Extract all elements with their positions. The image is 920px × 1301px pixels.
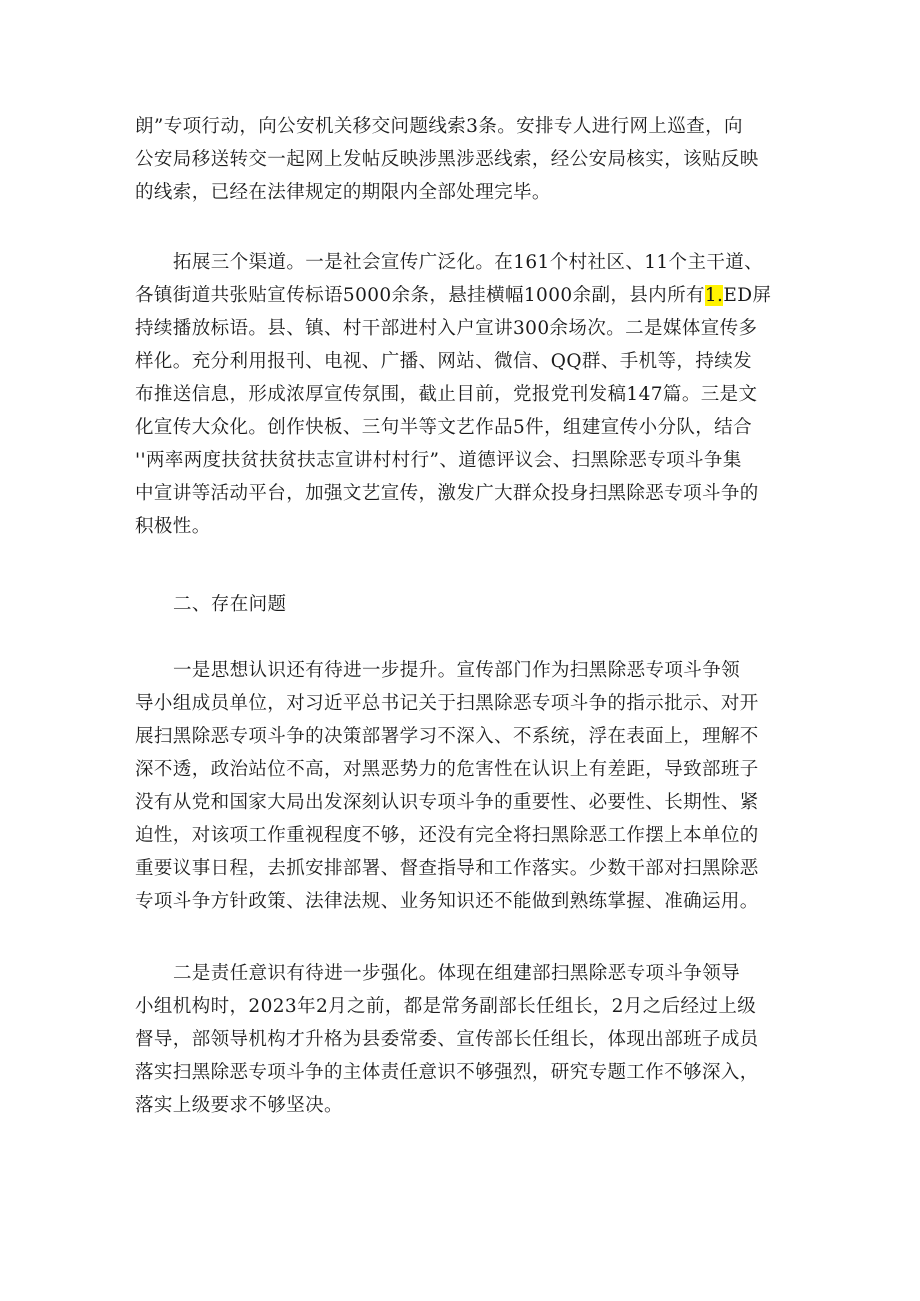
text-line: 朗”专项行动，向公安机关移交问题线索3条。安排专人进行网上巡查，向 (135, 116, 743, 137)
text-line: 重要议事日程，去抓安排部署、督查指导和工作落实。少数干部对扫黑除恶 (135, 858, 759, 879)
text-line: 的线索，已经在法律规定的期限内全部处理完毕。 (135, 182, 551, 203)
paragraph-three-channels (135, 246, 795, 543)
text-segment: ED屏 (723, 285, 772, 306)
paragraph-awareness (135, 654, 795, 918)
text-line: 拓展三个渠道。一是社会宣传广泛化。在161个村社区、11个主干道、 (173, 252, 764, 273)
text-line: ''两率两度扶贫扶贫扶志宣讲村村行”、道德评议会、扫黑除恶专项斗争集 (135, 450, 742, 471)
text-line: 落实扫黑除恶专项斗争的主体责任意识不够强烈，研究专题工作不够深入， (135, 1062, 759, 1083)
text-line: 一是思想认识还有待进一步提升。宣传部门作为扫黑除恶专项斗争领 (173, 660, 741, 681)
text-line: 积极性。 (135, 516, 211, 537)
text-line: 专项斗争方针政策、法律法规、业务知识还不能做到熟练掌握、准确运用。 (135, 891, 759, 912)
text-line: 督导，部领导机构才升格为县委常委、宣传部长任组长，体现出部班子成员 (135, 1029, 759, 1050)
text-line: 落实上级要求不够坚决。 (135, 1095, 343, 1116)
paragraph-responsibility (135, 957, 795, 1122)
section-heading-problems (135, 588, 795, 621)
highlighted-text: 1. (704, 285, 724, 306)
text-line: 展扫黑除恶专项斗争的决策部署学习不深入、不系统，浮在表面上，理解不 (135, 726, 759, 747)
text-line: 导小组成员单位，对习近平总书记关于扫黑除恶专项斗争的指示批示、对开 (135, 693, 759, 714)
text-line: 没有从党和国家大局出发深刻认识专项斗争的重要性、必要性、长期性、紧 (135, 792, 759, 813)
text-line: 小组机构时，2023年2月之前，都是常务副部长任组长，2月之后经过上级 (135, 996, 757, 1017)
text-line: 深不透，政治站位不高，对黑恶势力的危害性在认识上有差距，导致部班子 (135, 759, 759, 780)
text-line: 公安局移送转交一起网上发帖反映涉黑涉恶线索，经公安局核实，该贴反映 (135, 149, 759, 170)
text-segment: 各镇街道共张贴宣传标语5000余条，悬挂横幅1000余副，县内所有 (135, 285, 705, 306)
text-line: 布推送信息，形成浓厚宣传氛围，截止目前，党报党刊发稿147篇。三是文 (135, 384, 758, 405)
text-line: 样化。充分利用报刊、电视、广播、网站、微信、QQ群、手机等，持续发 (135, 351, 753, 372)
text-line: 二是责任意识有待进一步强化。体现在组建部扫黑除恶专项斗争领导 (173, 963, 741, 984)
text-line: 迫性，对该项工作重视程度不够，还没有完全将扫黑除恶工作摆上本单位的 (135, 825, 759, 846)
heading-text: 二、存在问题 (173, 594, 287, 615)
text-line: 持续播放标语。县、镇、村干部进村入户宣讲300余场次。二是媒体宣传多 (135, 318, 758, 339)
text-line: 化宣传大众化。创作快板、三句半等文艺作品5件，组建宣传小分队，结合 (135, 417, 752, 438)
text-line: 中宣讲等活动平台，加强文艺宣传，激发广大群众投身扫黑除恶专项斗争的 (135, 483, 759, 504)
text-line-with-highlight (135, 279, 795, 312)
paragraph-action-summary (135, 110, 795, 209)
